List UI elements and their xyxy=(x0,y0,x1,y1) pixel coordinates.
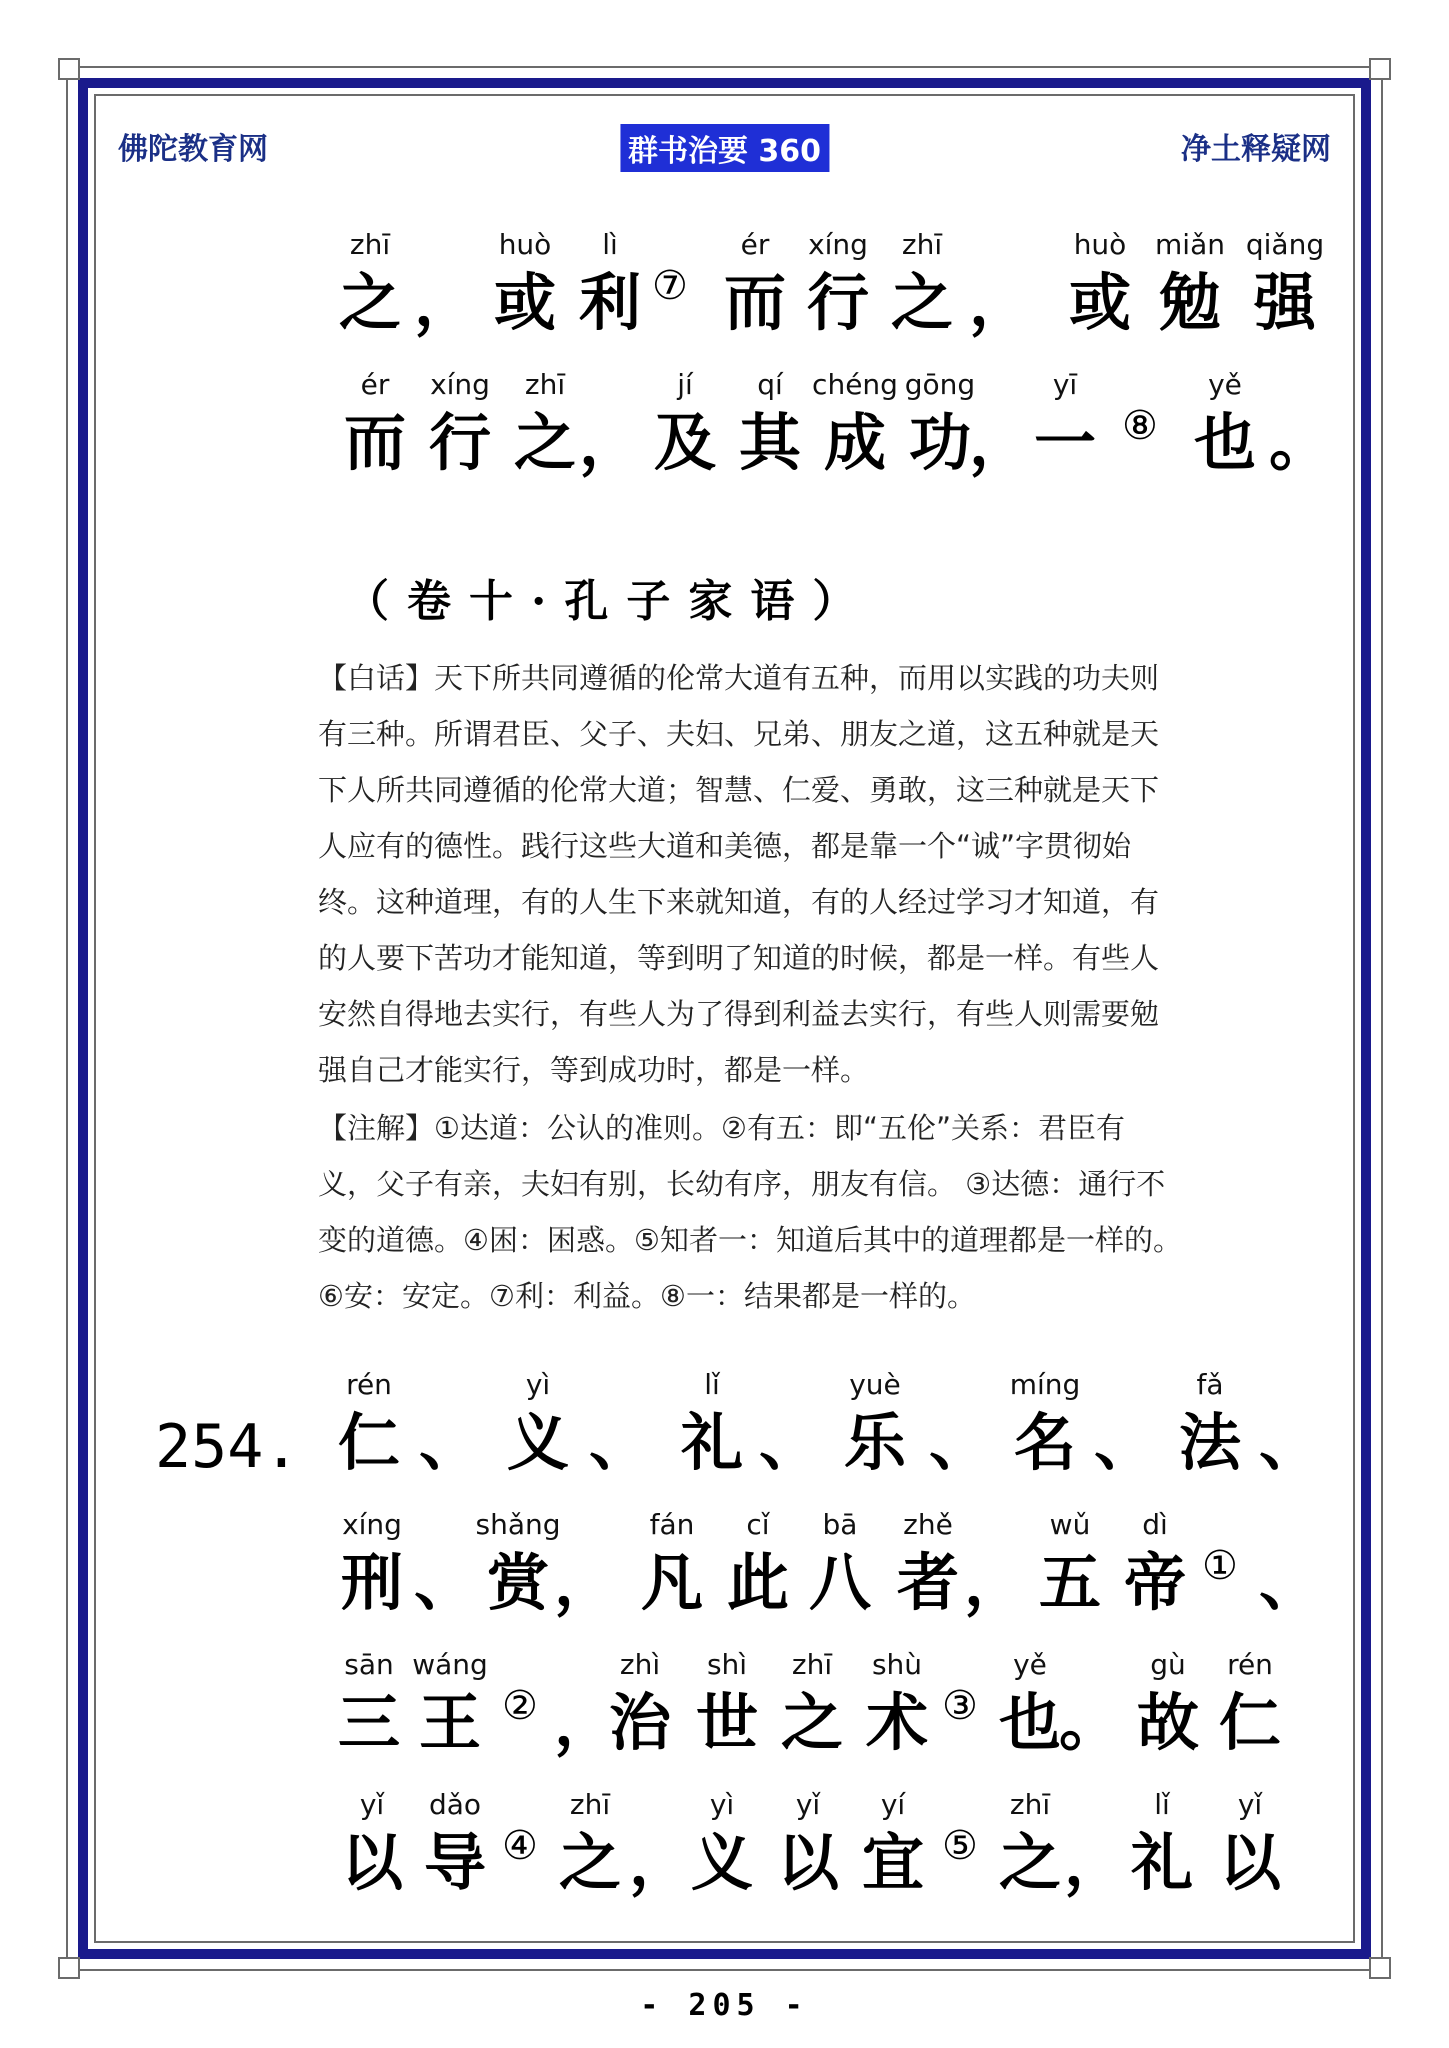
punctuation: ， xyxy=(553,1546,617,1619)
classic-character: 一 xyxy=(1033,406,1097,479)
classic-character: 以 xyxy=(1218,1826,1282,1899)
classic-character: 帝 xyxy=(1123,1546,1187,1619)
classic-character: 王 xyxy=(418,1686,482,1759)
punctuation: 、 xyxy=(1258,1546,1322,1619)
classic-character: 之 xyxy=(998,1826,1062,1899)
baihua-line: 强自己才能实行，等到成功时，都是一样。 xyxy=(318,1053,870,1087)
footnote-marker: ⑦ xyxy=(652,263,688,309)
classic-character: 此 xyxy=(726,1546,790,1619)
classic-character: 仁 xyxy=(337,1406,401,1479)
classic-character: 成 xyxy=(823,406,887,479)
pinyin-annotation: zhī xyxy=(569,1788,611,1821)
classic-character: 及 xyxy=(653,406,717,479)
pinyin-annotation: fǎ xyxy=(1196,1368,1224,1401)
pinyin-annotation: yí xyxy=(880,1788,906,1821)
classic-character: 而 xyxy=(723,266,787,339)
pinyin-annotation: yì xyxy=(525,1368,551,1401)
classic-character: 以 xyxy=(776,1826,840,1899)
classic-character: 八 xyxy=(808,1546,872,1619)
punctuation: 。 xyxy=(1058,1686,1122,1759)
classic-character: 礼 xyxy=(1130,1826,1194,1899)
baihua-line: 人应有的德性。践行这些大道和美德，都是靠一个“诚”字贯彻始 xyxy=(318,829,1132,863)
footnote-marker: ⑧ xyxy=(1122,403,1158,449)
baihua-line: 【白话】天下所共同遵循的伦常大道有五种，而用以实践的功夫则 xyxy=(318,661,1160,695)
pinyin-annotation: fán xyxy=(649,1508,695,1541)
punctuation: ， xyxy=(578,406,642,479)
classic-character: 行 xyxy=(428,406,492,479)
footnote-marker: ② xyxy=(502,1683,538,1729)
zhujie-line: ⑥安：安定。⑦利：利益。⑧一：结果都是一样的。 xyxy=(318,1279,976,1313)
classic-character: 利 xyxy=(578,266,642,339)
pinyin-annotation: qiǎng xyxy=(1245,228,1325,261)
punctuation: ， xyxy=(628,1826,692,1899)
classic-character: 或 xyxy=(493,266,557,339)
footnote-marker: ④ xyxy=(502,1823,538,1869)
punctuation: ， xyxy=(413,266,477,339)
classic-character: 也 xyxy=(998,1686,1062,1759)
pinyin-annotation: yǐ xyxy=(359,1788,385,1821)
pinyin-annotation: yì xyxy=(709,1788,735,1821)
classic-character: 行 xyxy=(806,266,870,339)
pinyin-annotation: ér xyxy=(360,368,390,401)
zhujie-line: 变的道德。④困：困惑。⑤知者一：知道后其中的道理都是一样的。 xyxy=(318,1223,1182,1257)
pinyin-annotation: shù xyxy=(871,1648,923,1681)
source-citation: （卷十·孔子家语） xyxy=(345,576,875,627)
pinyin-annotation: gù xyxy=(1150,1648,1186,1681)
border-corner-top-left xyxy=(58,58,80,80)
footnote-marker: ① xyxy=(1202,1543,1238,1589)
pinyin-annotation: chéng xyxy=(812,368,898,401)
classic-character: 者 xyxy=(896,1546,960,1619)
pinyin-annotation: lì xyxy=(602,228,618,261)
punctuation: ， xyxy=(968,266,1032,339)
punctuation: 、 xyxy=(758,1406,822,1479)
punctuation: ， xyxy=(1063,1826,1127,1899)
classic-character: 强 xyxy=(1253,266,1317,339)
classic-character: 宜 xyxy=(861,1826,925,1899)
baihua-line: 安然自得地去实行，有些人为了得到利益去实行，有些人则需要勉 xyxy=(318,997,1160,1031)
classic-character: 术 xyxy=(865,1686,929,1759)
classic-character: 功 xyxy=(908,406,972,479)
entry-number: 254. xyxy=(155,1412,300,1482)
pinyin-annotation: qí xyxy=(757,368,783,401)
punctuation: ， xyxy=(553,1686,617,1759)
classic-character: 以 xyxy=(340,1826,404,1899)
footnote-marker: ⑤ xyxy=(942,1823,978,1869)
pinyin-annotation: ér xyxy=(740,228,770,261)
classic-character: 三 xyxy=(337,1686,401,1759)
pinyin-annotation: wǔ xyxy=(1049,1508,1091,1541)
pinyin-annotation: zhī xyxy=(901,228,943,261)
classic-character: 赏 xyxy=(486,1546,550,1619)
classic-character: 导 xyxy=(423,1826,487,1899)
baihua-line: 有三种。所谓君臣、父子、夫妇、兄弟、朋友之道，这五种就是天 xyxy=(318,717,1160,751)
baihua-line: 的人要下苦功才能知道，等到明了知道的时候，都是一样。有些人 xyxy=(318,941,1160,975)
classic-character: 勉 xyxy=(1158,266,1222,339)
punctuation: 、 xyxy=(1258,1406,1322,1479)
header-right-site: 净土释疑网 xyxy=(1181,132,1331,167)
punctuation: 、 xyxy=(588,1406,652,1479)
pinyin-annotation: zhě xyxy=(903,1508,953,1541)
punctuation: 。 xyxy=(1268,406,1332,479)
pinyin-annotation: xíng xyxy=(430,368,490,401)
pinyin-annotation: cǐ xyxy=(746,1508,770,1541)
classic-character: 也 xyxy=(1193,406,1257,479)
pinyin-annotation: míng xyxy=(1009,1368,1081,1401)
pinyin-annotation: lǐ xyxy=(1154,1788,1170,1821)
pinyin-annotation: dǎo xyxy=(428,1788,482,1821)
border-corner-bottom-right xyxy=(1369,1957,1391,1979)
classic-character: 五 xyxy=(1038,1546,1102,1619)
pinyin-annotation: zhī xyxy=(524,368,566,401)
zhujie-paragraph xyxy=(318,1100,1313,1324)
classic-character: 其 xyxy=(738,406,802,479)
border-corner-bottom-left xyxy=(58,1957,80,1979)
zhujie-line: 【注解】①达道：公认的准则。②有五：即“五伦”关系：君臣有 xyxy=(318,1111,1126,1145)
classic-character: 名 xyxy=(1013,1406,1077,1479)
pinyin-annotation: xíng xyxy=(342,1508,402,1541)
punctuation: 、 xyxy=(928,1406,992,1479)
classic-character: 或 xyxy=(1068,266,1132,339)
pinyin-annotation: lǐ xyxy=(704,1368,720,1401)
pinyin-annotation: rén xyxy=(1227,1648,1273,1681)
punctuation: 、 xyxy=(418,1406,482,1479)
classic-character: 之 xyxy=(338,266,402,339)
pinyin-annotation: zhì xyxy=(619,1648,661,1681)
baihua-paragraph xyxy=(318,650,1313,1098)
classic-character: 仁 xyxy=(1218,1686,1282,1759)
punctuation: ， xyxy=(968,406,1032,479)
pinyin-annotation: shǎng xyxy=(475,1508,561,1541)
pinyin-annotation: yī xyxy=(1052,368,1078,401)
punctuation: ， xyxy=(963,1546,1027,1619)
classic-character: 凡 xyxy=(640,1546,704,1619)
pinyin-annotation: rén xyxy=(346,1368,392,1401)
classic-character: 之 xyxy=(780,1686,844,1759)
punctuation: 、 xyxy=(1093,1406,1157,1479)
pinyin-annotation: dì xyxy=(1142,1508,1168,1541)
pinyin-annotation: sān xyxy=(344,1648,394,1681)
pinyin-annotation: xíng xyxy=(808,228,868,261)
classic-character: 之 xyxy=(558,1826,622,1899)
header-left-site: 佛陀教育网 xyxy=(118,132,268,167)
classic-character: 礼 xyxy=(680,1406,744,1479)
classic-character: 而 xyxy=(343,406,407,479)
classic-character: 之 xyxy=(513,406,577,479)
classic-character: 刑 xyxy=(340,1546,404,1619)
header-book-title: 群书治要 360 xyxy=(620,124,829,172)
zhujie-line: 义，父子有亲，夫妇有别，长幼有序，朋友有信。 ③达德：通行不 xyxy=(318,1167,1166,1201)
classic-character: 乐 xyxy=(843,1406,907,1479)
pinyin-annotation: huò xyxy=(498,228,552,261)
pinyin-annotation: bā xyxy=(822,1508,858,1541)
classic-character: 之 xyxy=(890,266,954,339)
pinyin-annotation: zhī xyxy=(1009,1788,1051,1821)
border-corner-top-right xyxy=(1369,58,1391,80)
punctuation: 、 xyxy=(413,1546,477,1619)
baihua-line: 终。这种道理，有的人生下来就知道，有的人经过学习才知道，有 xyxy=(318,885,1160,919)
pinyin-annotation: wáng xyxy=(412,1648,488,1681)
classic-character: 义 xyxy=(506,1406,570,1479)
classic-character: 世 xyxy=(695,1686,759,1759)
pinyin-annotation: gōng xyxy=(904,368,976,401)
pinyin-annotation: yuè xyxy=(849,1368,901,1401)
pinyin-annotation: huò xyxy=(1073,228,1127,261)
pinyin-annotation: zhī xyxy=(349,228,391,261)
classic-character: 故 xyxy=(1136,1686,1200,1759)
pinyin-annotation: yǐ xyxy=(795,1788,821,1821)
pinyin-annotation: zhī xyxy=(791,1648,833,1681)
pinyin-annotation: jí xyxy=(677,368,693,401)
classic-character: 义 xyxy=(690,1826,754,1899)
baihua-line: 下人所共同遵循的伦常大道；智慧、仁爱、勇敢，这三种就是天下 xyxy=(318,773,1160,807)
footnote-marker: ③ xyxy=(942,1683,978,1729)
pinyin-annotation: yǐ xyxy=(1237,1788,1263,1821)
classic-character: 法 xyxy=(1178,1406,1242,1479)
pinyin-annotation: shì xyxy=(706,1648,748,1681)
page-number: - 205 - xyxy=(640,1988,809,2023)
classic-character: 治 xyxy=(608,1686,672,1759)
pinyin-annotation: yě xyxy=(1208,368,1242,401)
pinyin-annotation: miǎn xyxy=(1155,228,1225,261)
pinyin-annotation: yě xyxy=(1013,1648,1047,1681)
